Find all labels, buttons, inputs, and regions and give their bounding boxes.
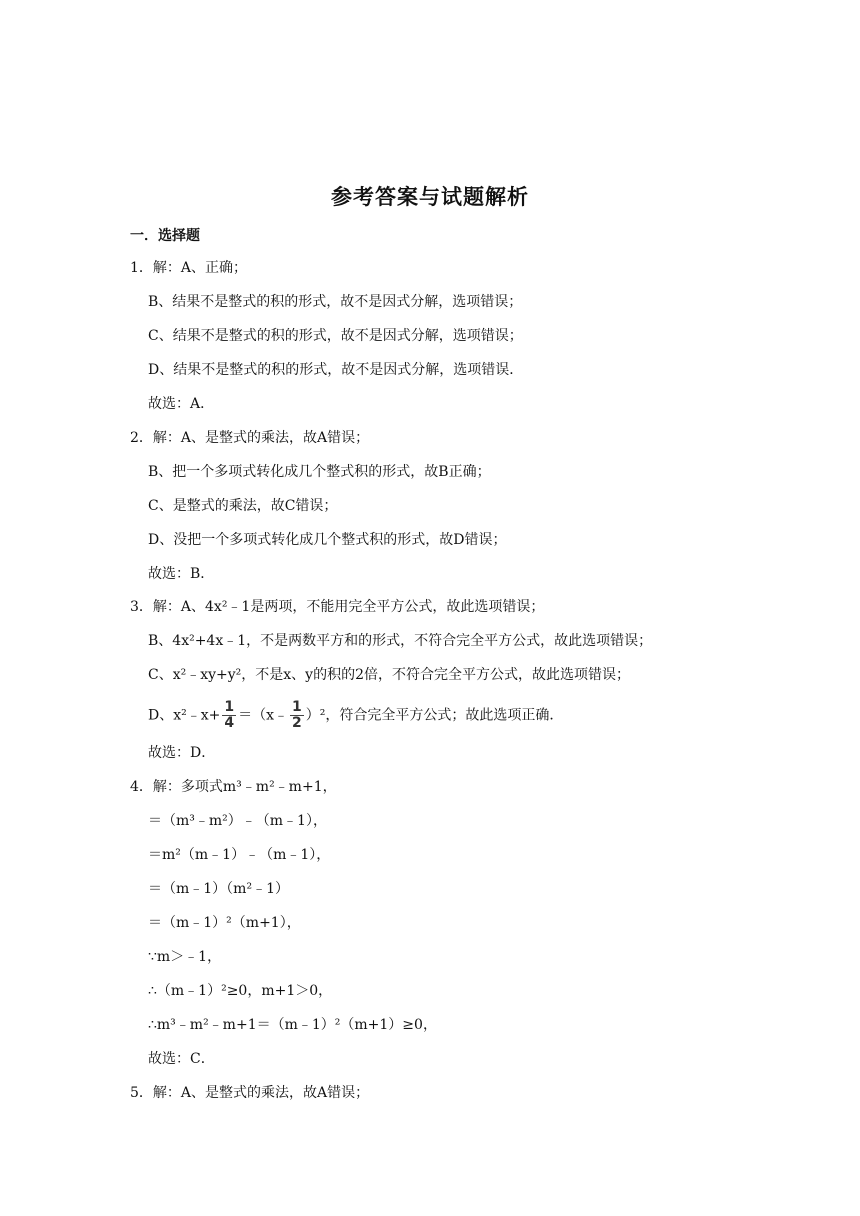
solution-line: D、结果不是整式的积的形式，故不是因式分解，选项错误． bbox=[148, 362, 524, 378]
solution-line: 故选：A． bbox=[148, 396, 215, 412]
fraction-numerator: 1 bbox=[224, 699, 235, 715]
solution-line: ∴m³﹣m²﹣m+1＝（m﹣1）²（m+1）≥0， bbox=[148, 1017, 437, 1033]
fraction-denominator: 2 bbox=[292, 715, 302, 731]
fraction-line-prefix: D、x²﹣x+ bbox=[148, 707, 221, 724]
solution-line: 5．解：A、是整式的乘法，故A错误； bbox=[130, 1085, 370, 1101]
fraction-line-suffix: ）²，符合完全平方公式；故此选项正确． bbox=[305, 707, 564, 724]
solution-line: 故选：B． bbox=[148, 566, 215, 582]
solution-line: 4．解：多项式m³﹣m²﹣m+1， bbox=[130, 779, 337, 795]
solution-line: ＝（m﹣1）（m²﹣1） bbox=[148, 881, 289, 897]
solution-line: 3．解：A、4x²﹣1是两项，不能用完全平方公式，故此选项错误； bbox=[130, 599, 545, 615]
solution-line-fraction bbox=[148, 700, 563, 731]
solution-line: ∴（m﹣1）²≥0，m+1＞0， bbox=[148, 983, 333, 999]
solution-line: C、是整式的乘法，故C错误； bbox=[148, 498, 338, 514]
solution-line: 1．解：A、正确； bbox=[130, 260, 248, 276]
solution-line: ＝（m﹣1）²（m+1）， bbox=[148, 915, 301, 931]
section-heading: 一．选择题 bbox=[130, 228, 200, 244]
fraction-numerator: 1 bbox=[292, 699, 302, 715]
solution-line: B、结果不是整式的积的形式，故不是因式分解，选项错误； bbox=[148, 294, 523, 310]
fraction-one-quarter bbox=[222, 700, 236, 731]
solution-line: 2．解：A、是整式的乘法，故A错误； bbox=[130, 430, 370, 446]
page-title: 参考答案与试题解析 bbox=[331, 185, 529, 209]
solution-line: ∵m＞﹣1， bbox=[148, 949, 222, 965]
solution-line: C、结果不是整式的积的形式，故不是因式分解，选项错误； bbox=[148, 328, 523, 344]
fraction-one-half bbox=[290, 700, 304, 731]
solution-line: 故选：D． bbox=[148, 745, 216, 761]
fraction-line-middle: ＝（x﹣ bbox=[238, 707, 289, 724]
solution-line: 故选：C． bbox=[148, 1051, 215, 1067]
solution-line: ＝m²（m﹣1）﹣（m﹣1）， bbox=[148, 847, 331, 863]
solution-line: B、把一个多项式转化成几个整式积的形式，故B正确； bbox=[148, 464, 491, 480]
solution-line: ＝（m³﹣m²）﹣（m﹣1）， bbox=[148, 813, 327, 829]
solution-line: C、x²﹣xy+y²，不是x、y的积的2倍，不符合完全平方公式，故此选项错误； bbox=[148, 667, 630, 683]
fraction-denominator: 4 bbox=[224, 715, 235, 731]
solution-line: B、4x²+4x﹣1，不是两数平方和的形式，不符合完全平方公式，故此选项错误； bbox=[148, 633, 653, 649]
solution-line: D、没把一个多项式转化成几个整式积的形式，故D错误； bbox=[148, 532, 507, 548]
